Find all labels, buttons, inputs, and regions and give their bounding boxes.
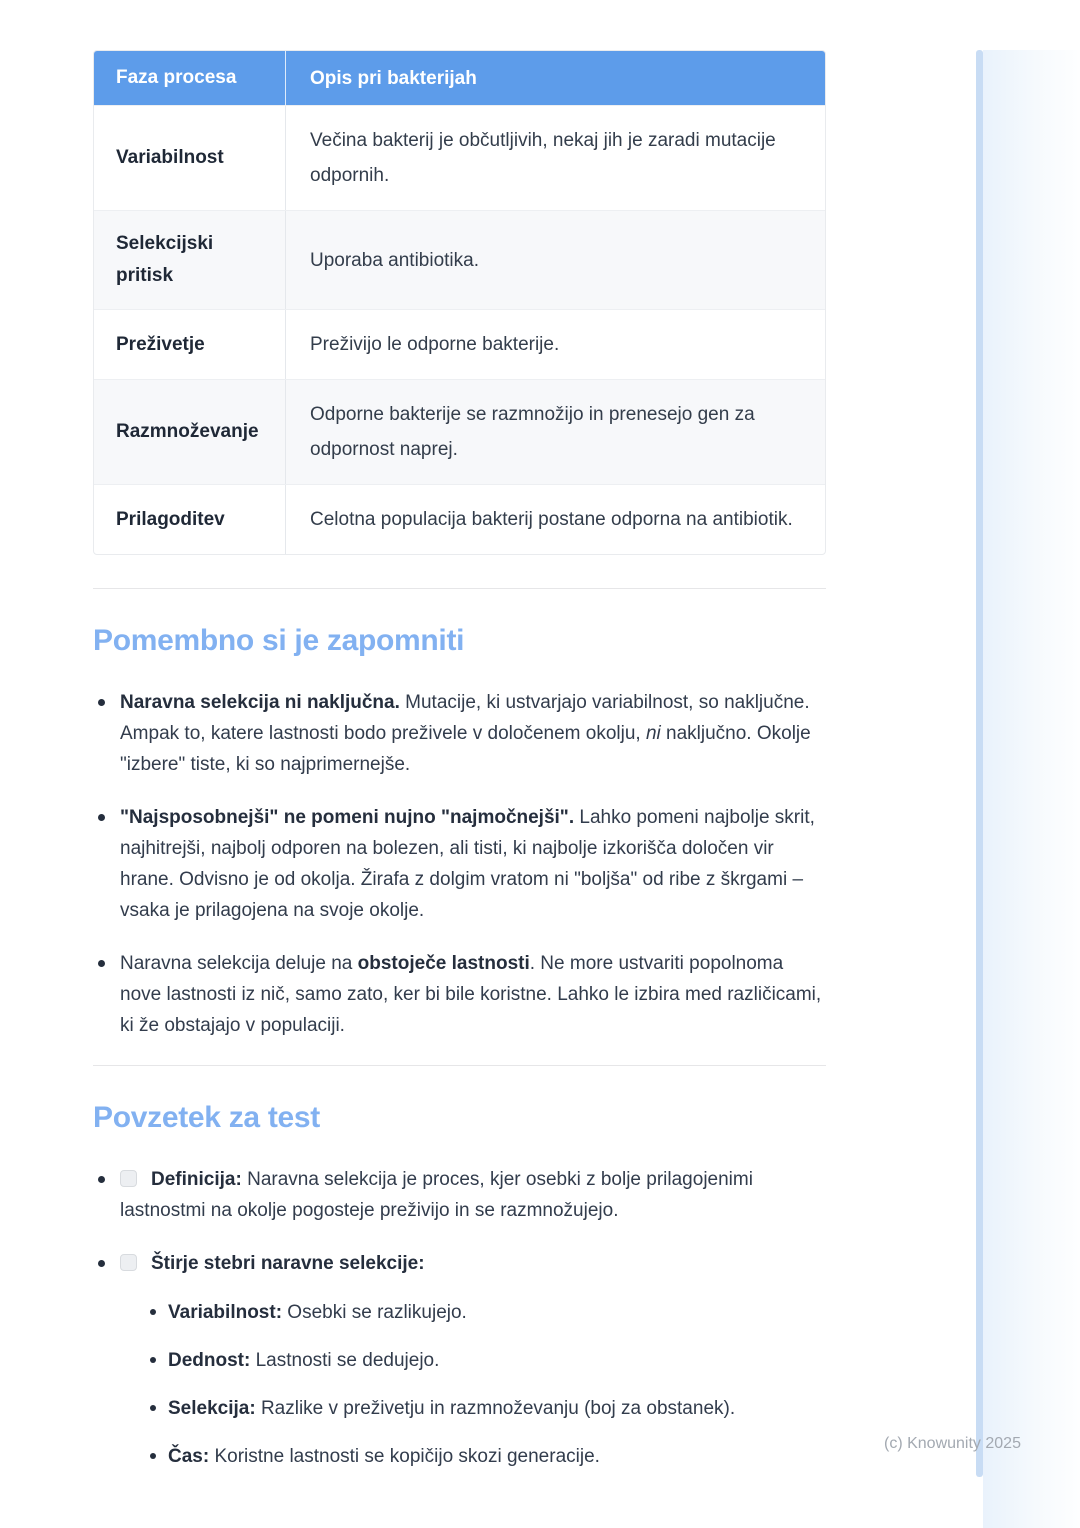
- checkbox-list-item: [93, 1248, 826, 1489]
- list-item-text: [168, 1441, 826, 1472]
- list-item: [93, 687, 826, 780]
- table-header-desc: Opis pri bakterijah: [310, 67, 477, 89]
- bold-lead: Selekcija:: [168, 1398, 256, 1419]
- copyright-watermark: (c) Knowunity 2025: [884, 1435, 1021, 1452]
- note-content: [93, 0, 826, 1493]
- body-text: Osebki se razlikujejo.: [282, 1302, 467, 1323]
- body-text: Koristne lastnosti se kopičijo skozi generacije.: [209, 1446, 600, 1467]
- table-row: [94, 309, 825, 379]
- body-text: Mutacije, ki ustvarjajo variabilnost, so naključne. Ampak to, katere lastnosti bodo preživele v določenem okolju,: [120, 692, 810, 744]
- bold-lead: "Najsposobnejši" ne pomeni nujno "najmočnejši".: [120, 807, 575, 828]
- bullet-icon: [98, 960, 105, 967]
- sub-list-item: [150, 1393, 826, 1424]
- body-text: Lahko pomeni najbolje skrit, najhitrejši, najbolj odporen na bolezen, ali tisti, ki najbolje izkorišča določen vir hrane. Odvisno je od okolja. Žirafa z dolgim vratom ni "boljša" od ribe z škrgami – vsaka je prilagojena na svoje okolje.: [120, 807, 815, 921]
- phase-cell: Preživetje: [94, 310, 286, 379]
- bold-lead: Naravna selekcija ni naključna.: [120, 692, 400, 713]
- table-row: [94, 105, 825, 210]
- bullet-icon: [150, 1405, 156, 1411]
- list-item-text: [168, 1393, 826, 1424]
- bold-lead: Čas:: [168, 1446, 210, 1467]
- page-edge-gradient: [983, 50, 1080, 1528]
- bullet-icon: [98, 1260, 105, 1267]
- desc-cell: Uporaba antibiotika.: [310, 249, 479, 271]
- remember-list: [93, 687, 826, 1041]
- phase-cell: Prilagoditev: [94, 485, 286, 554]
- bold-phrase: obstoječe lastnosti: [357, 953, 530, 974]
- phase-cell: Selekcijski pritisk: [94, 211, 286, 309]
- body-text: Naravna selekcija je proces, kjer osebki z bolje prilagojenimi lastnostmi na okolje pogosteje preživijo in se razmnožujejo.: [120, 1169, 753, 1221]
- bullet-icon: [150, 1309, 156, 1315]
- summary-list: [93, 1164, 826, 1489]
- todo-checkbox[interactable]: [120, 1254, 137, 1271]
- table-row: [94, 484, 825, 554]
- phase-cell: Variabilnost: [94, 106, 286, 210]
- bullet-icon: [98, 1176, 105, 1183]
- list-item-text: [168, 1345, 826, 1376]
- italic-word: ni: [645, 723, 661, 744]
- list-item-text: [120, 802, 826, 926]
- list-item: [93, 948, 826, 1041]
- bold-lead: Definicija:: [151, 1169, 242, 1190]
- table-row: [94, 379, 825, 484]
- bullet-icon: [98, 699, 105, 706]
- bold-lead: Variabilnost:: [168, 1302, 283, 1323]
- desc-cell: Preživijo le odporne bakterije.: [310, 334, 560, 355]
- list-item-text: [120, 687, 826, 780]
- todo-checkbox[interactable]: [120, 1170, 137, 1187]
- body-text: Lastnosti se dedujejo.: [250, 1350, 440, 1371]
- desc-cell: Odporne bakterije se razmnožijo in prenesejo gen za odpornost naprej.: [310, 404, 755, 460]
- sub-list-item: [150, 1345, 826, 1376]
- list-item-text: [120, 1248, 826, 1489]
- sub-list-item: [150, 1441, 826, 1472]
- page-edge-bar: [976, 50, 983, 1477]
- body-text: Naravna selekcija deluje na: [120, 953, 358, 974]
- bullet-icon: [98, 814, 105, 821]
- pillars-list: [150, 1297, 826, 1472]
- section-divider: [93, 1065, 826, 1066]
- bold-lead: Dednost:: [168, 1350, 251, 1371]
- section-divider: [93, 588, 826, 589]
- body-text: Razlike v preživetju in razmnoževanju (boj za obstanek).: [255, 1398, 736, 1419]
- list-item-text: [168, 1297, 826, 1328]
- body-text: . Ne more ustvariti popolnoma nove lastnosti iz nič, samo zato, ker bi bile koristne. Lahko le izbira med različicami, ki že obstajajo v populaciji.: [120, 953, 822, 1036]
- phases-table: [93, 50, 826, 555]
- desc-cell: Celotna populacija bakterij postane odporna na antibiotik.: [310, 509, 793, 530]
- desc-cell: Večina bakterij je občutljivih, nekaj jih je zaradi mutacije odpornih.: [310, 130, 776, 186]
- section-title-summary: Povzetek za test: [93, 1101, 320, 1134]
- table-header-phase: Faza procesa: [94, 51, 286, 105]
- phase-cell: Razmnoževanje: [94, 380, 286, 484]
- checkbox-list-item: [93, 1164, 826, 1226]
- section-title-remember: Pomembno si je zapomniti: [93, 624, 465, 657]
- table-header-row: [94, 51, 825, 105]
- list-item: [93, 802, 826, 926]
- list-item-text: [120, 1164, 826, 1226]
- bullet-icon: [150, 1357, 156, 1363]
- sub-list-item: [150, 1297, 826, 1328]
- table-row: [94, 210, 825, 309]
- bullet-icon: [150, 1453, 156, 1459]
- body-text: naključno. Okolje "izbere" tiste, ki so najprimernejše.: [120, 723, 811, 775]
- list-item-text: [120, 948, 826, 1041]
- bold-lead: Štirje stebri naravne selekcije:: [151, 1253, 425, 1274]
